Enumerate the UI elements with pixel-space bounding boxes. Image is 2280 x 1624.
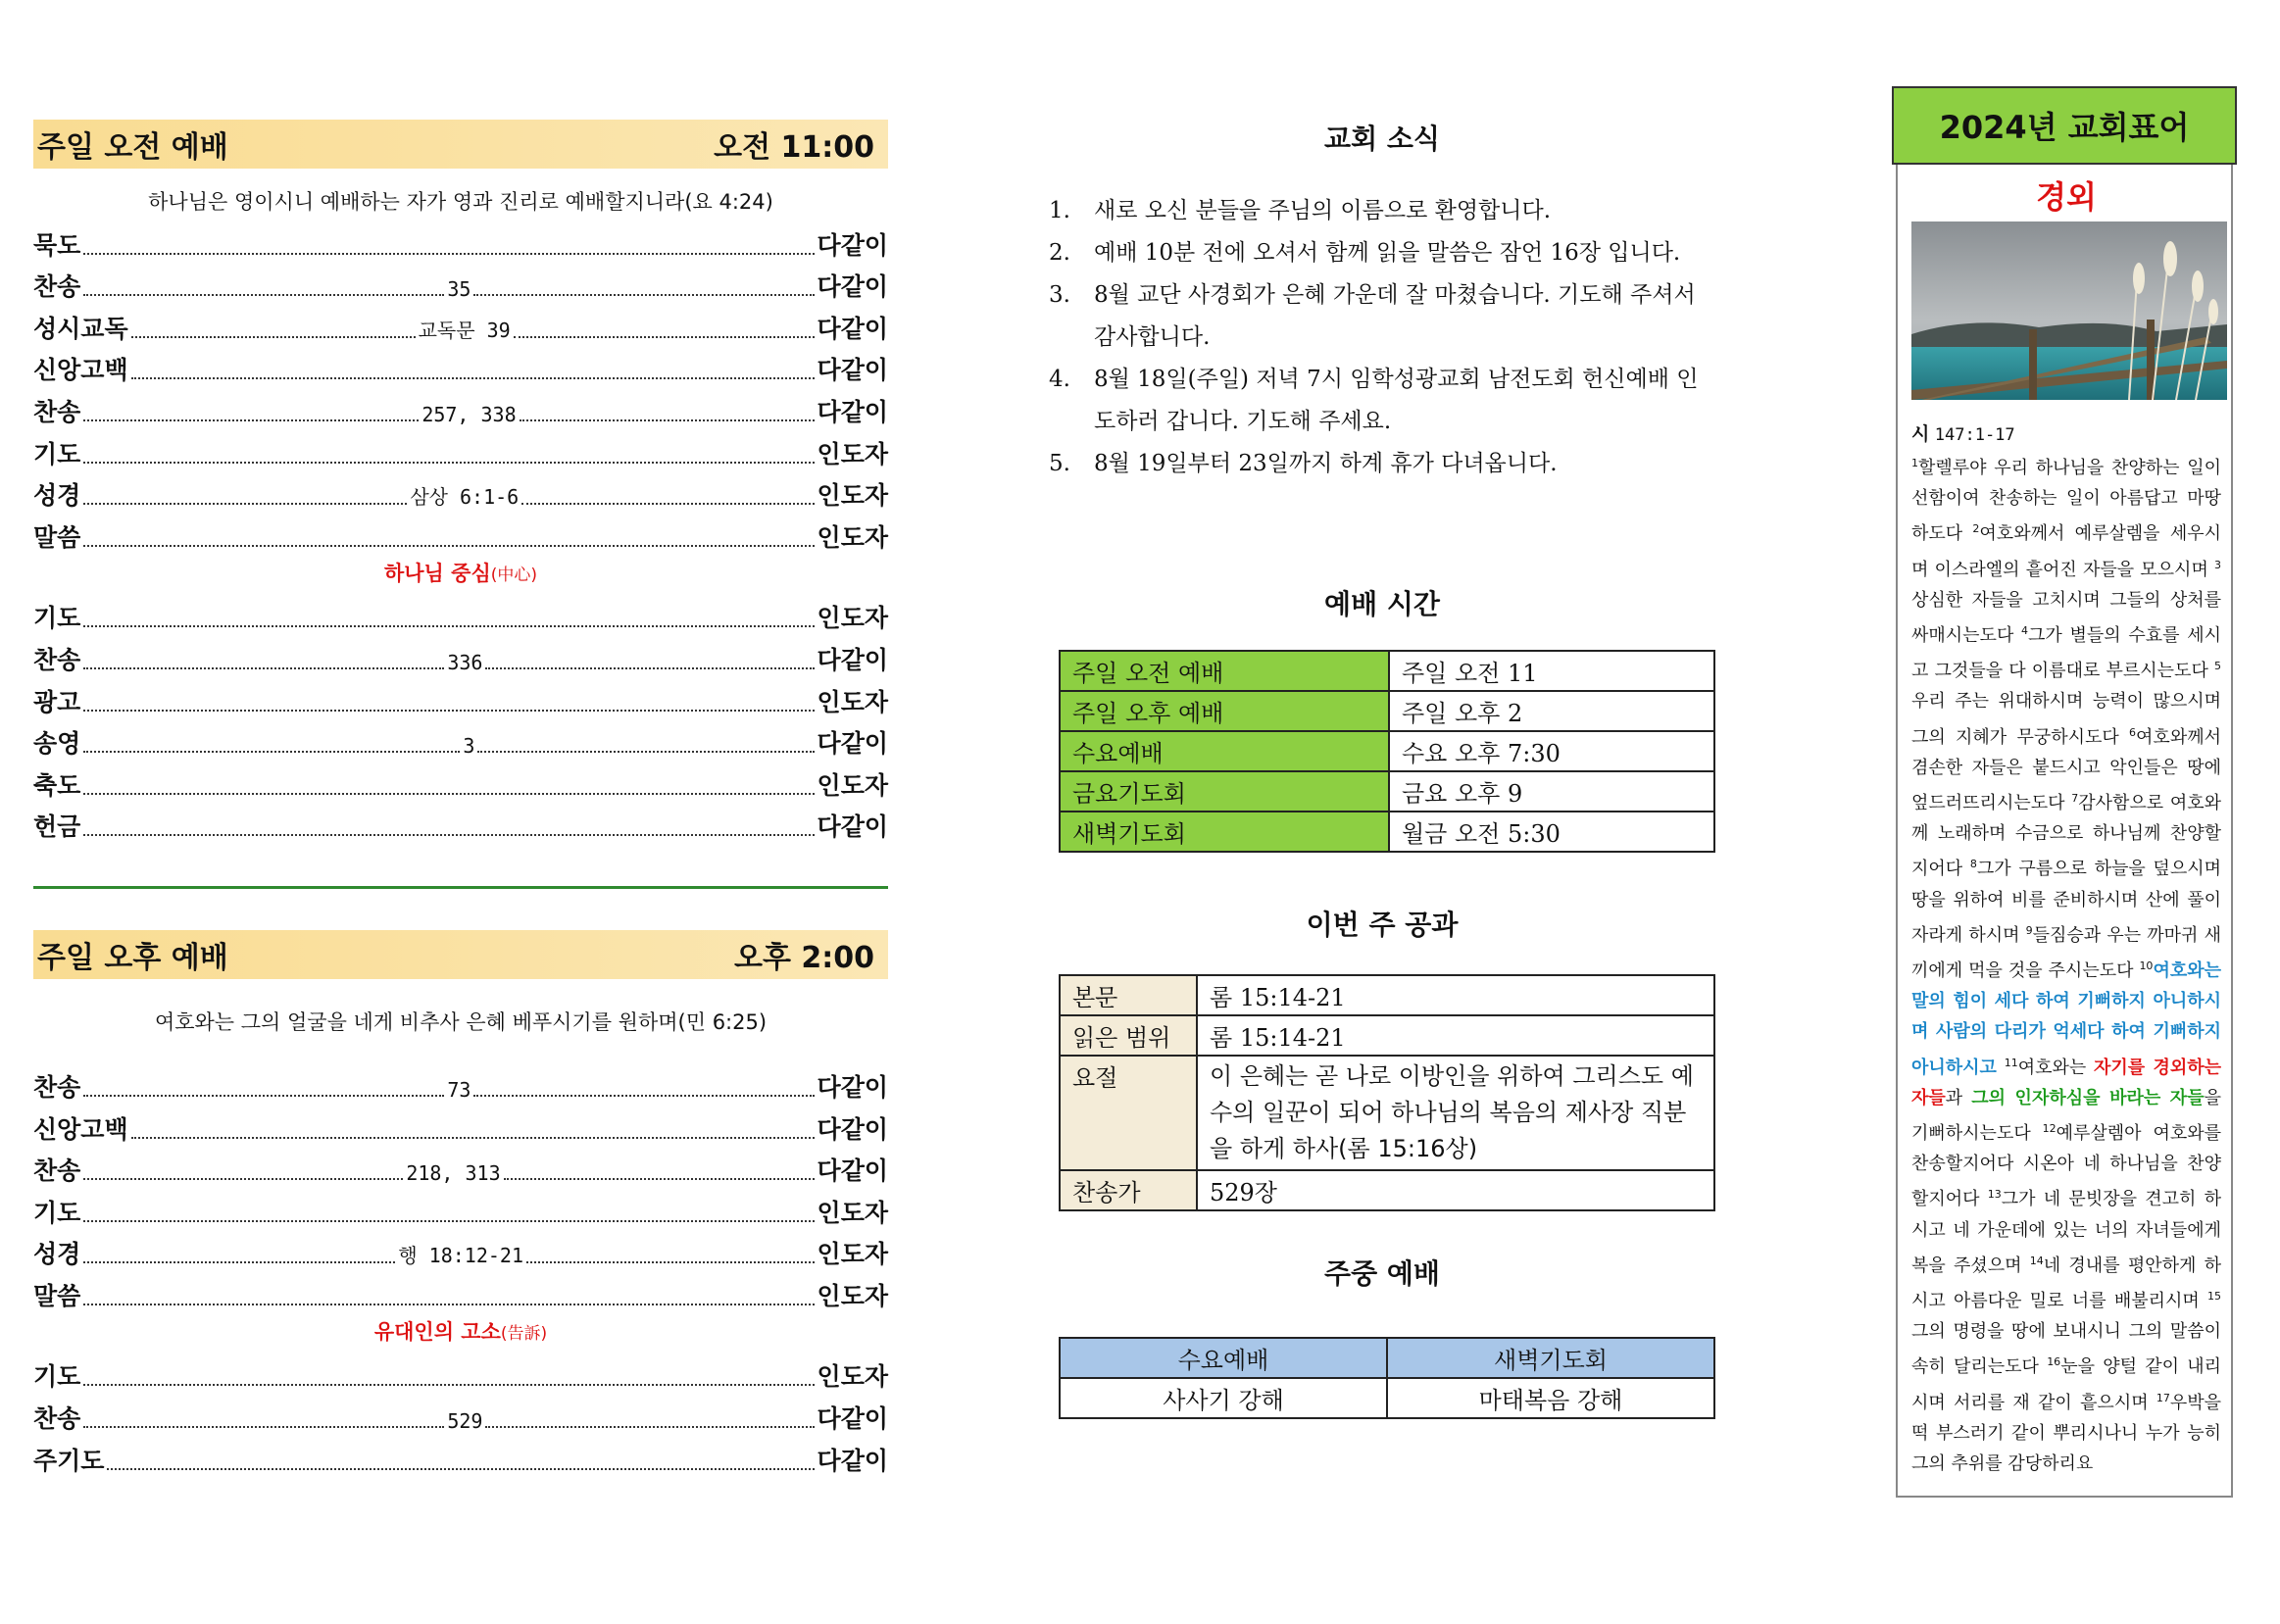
order-row: 축도 인도자: [33, 770, 888, 800]
schedule-table: [1059, 650, 1715, 853]
lesson-table: [1059, 974, 1715, 1211]
lesson-title: 이번 주 공과: [1306, 909, 1459, 941]
order-row: 성시교독 교독문 39 다같이: [33, 314, 888, 343]
afternoon-order-list: [33, 1061, 888, 1312]
table-row: 수요예배 새벽기도회: [1060, 1338, 1714, 1378]
order-row: 찬송 73 다같이: [33, 1072, 888, 1102]
landscape-photo: [1911, 221, 2227, 400]
table-row: 새벽기도회 월금 오전 5:30: [1060, 812, 1714, 852]
afternoon-service-title: 주일 오후 예배: [37, 941, 228, 976]
table-row: 금요기도회 금요 오후 9: [1060, 771, 1714, 812]
afternoon-sermon-title: 유대인의 고소(告訴): [373, 1319, 548, 1344]
table-row: 본문 롬 15:14-21: [1060, 975, 1714, 1015]
news-item: 2. 예배 10분 전에 오셔서 함께 읽을 말씀은 잠언 16장 입니다.: [1049, 240, 1681, 266]
morning-sermon-title: 하나님 중심(中心): [383, 561, 537, 585]
order-row: 묵도 다같이: [33, 230, 888, 260]
order-row: 찬송 257, 338 다같이: [33, 397, 888, 426]
order-row: 찬송 218, 313 다같이: [33, 1156, 888, 1186]
order-row: 성경 행 18:12-21 인도자: [33, 1240, 888, 1269]
midweek-table: [1059, 1337, 1715, 1419]
morning-verse: 하나님은 영이시니 예배하는 자가 영과 진리로 예배할지니라(요 4:24): [148, 190, 773, 214]
order-row: 찬송 336 다같이: [33, 645, 888, 674]
morning-order-list-2: [33, 593, 888, 844]
morning-service-header: [33, 120, 888, 169]
table-row: 찬송가 529장: [1060, 1170, 1714, 1210]
order-row: 헌금 다같이: [33, 812, 888, 842]
table-row: 읽은 범위 롬 15:14-21: [1060, 1015, 1714, 1056]
order-row: 기도 인도자: [33, 1362, 888, 1392]
order-row: 말씀 인도자: [33, 1281, 888, 1310]
news-list: [1049, 190, 1715, 485]
motto-box: [1896, 165, 2233, 1498]
motto-column: [1892, 86, 2237, 1498]
church-motto-title: 2024년 교회표어: [1892, 86, 2237, 165]
worship-order-column: [33, 120, 888, 1477]
table-row: 주일 오후 예배 주일 오후 2: [1060, 691, 1714, 731]
order-row: 송영 3 다같이: [33, 729, 888, 759]
section-divider: [33, 886, 888, 889]
order-row: 기도 인도자: [33, 604, 888, 633]
order-row: 찬송 529 다같이: [33, 1404, 888, 1434]
order-row: 성경 삼상 6:1-6 인도자: [33, 481, 888, 511]
news-item: 3. 8월 교단 사경회가 은혜 가운데 잘 마쳤습니다. 기도해 주셔서 감사합니다.: [1049, 282, 1696, 350]
afternoon-service-header: [33, 930, 888, 979]
order-row: 광고 인도자: [33, 687, 888, 716]
afternoon-order-list-2: [33, 1352, 888, 1477]
order-row: 주기도 다같이: [33, 1446, 888, 1475]
order-row: 신앙고백 다같이: [33, 356, 888, 385]
news-item: 4. 8월 18일(주일) 저녁 7시 임학성광교회 남전도회 헌신예배 인도하러 갑니다. 기도해 주세요.: [1049, 367, 1699, 434]
table-row: 주일 오전 예배 주일 오전 11: [1060, 651, 1714, 691]
table-row: 수요예배 수요 오후 7:30: [1060, 731, 1714, 771]
news-item: 5. 8월 19일부터 23일까지 하계 휴가 다녀옵니다.: [1049, 451, 1558, 476]
order-row: 기도 인도자: [33, 1198, 888, 1227]
schedule-title: 예배 시간: [1324, 588, 1440, 620]
news-item: 1. 새로 오신 분들을 주님의 이름으로 환영합니다.: [1049, 198, 1552, 223]
order-row: 기도 인도자: [33, 439, 888, 468]
morning-service-time: 오전 11:00: [714, 130, 874, 165]
highlight-red: 자기를 경외하는 자들: [1911, 1057, 2221, 1108]
afternoon-service-time: 오후 2:00: [733, 941, 874, 976]
scripture-reference: 시 147:1-17: [1911, 423, 2015, 445]
church-info-column: [1049, 118, 1715, 1419]
table-row: 요절 이 은혜는 곧 나로 이방인을 위하여 그리스도 예수의 일꾼이 되어 하나님의 복음의 제사장 직분을 하게 하사(롬 15:16상): [1060, 1056, 1714, 1170]
scripture-text: $^1$할렐루야 우리 하나님을 찬양하는 일이 선함이여 찬송하는 일이 아름답고 마땅하도다 $^2$여호와께서 예루살렘을 세우시며 이스라엘의 흩어진 자들을 모으시며 $^3$상심한 자들을 고치시며 그들의 상처를 싸매시는도다 $^4$그가 별들의 수효를 세시고 그것들을 다 이름대로 부르시는도다 $^5$우리 주는 위대하시며 능력이 많으시며 그의 지혜가 무궁하시도다 $^6$여호와께서 겸손한 자들은 붙드시고 악인들은 땅에 엎드러뜨리시는도다 $^7$감사함으로 여호와께 노래하며 수금으로 하나님께 찬양할지어다 $^8$그가 구름으로 하늘을 덮으시며 땅을 위하여 비를 준비하시며 산에 풀이 자라게 하시며 $^9$들짐승과 우는 까마귀 새끼에게 먹을 것을 주시는도다 $^{10}$여호와는 말의 힘이 세다 하여 기뻐하지 아니하시며 사람의 다리가 억세다 하여 기뻐하지 아니하시고 $^{11}$여호와는 자기를 경외하는 자들과 그의 인자하심을 바라는 자들을 기뻐하시는도다 $^{12}$예루살렘아 여호와를 찬송할지어다 시온아 네 하나님을 찬양할지어다 $^{13}$그가 네 문빗장을 견고히 하시고 네 가운데에 있는 너의 자녀들에게 복을 주셨으며 $^{14}$네 경내를 평안하게 하시고 아름다운 밀로 너를 배불리시며 $^{15}$그의 명령을 땅에 보내시니 그의 말씀이 속히 달리는도다 $^{16}$눈을 양털 같이 내리시며 서리를 재 같이 흩으시며 $^{17}$우박을 떡 부스러기 같이 뿌리시나니 누가 능히 그의 추위를 감당하리요: [1911, 457, 2222, 1475]
morning-order-list: [33, 220, 888, 554]
morning-service-title: 주일 오전 예배: [37, 130, 228, 165]
highlight-green: 그의 인자하심을 바라는 자들: [1971, 1087, 2205, 1108]
order-row: 말씀 인도자: [33, 522, 888, 552]
highlight-blue: 여호와는 말의 힘이 세다 하여 기뻐하지 아니하시며 사람의 다리가 억세다 하여 기뻐하지 아니하시고: [1911, 960, 2221, 1078]
table-row: 사사기 강해 마태복음 강해: [1060, 1378, 1714, 1418]
news-title: 교회 소식: [1324, 123, 1440, 155]
order-row: 신앙고백 다같이: [33, 1114, 888, 1144]
midweek-title: 주중 예배: [1324, 1257, 1440, 1290]
order-row: 찬송 35 다같이: [33, 272, 888, 302]
afternoon-verse: 여호와는 그의 얼굴을 네게 비추사 은혜 베푸시기를 원하며(민 6:25): [154, 1010, 768, 1035]
motto-word: 경외: [2036, 178, 2097, 216]
